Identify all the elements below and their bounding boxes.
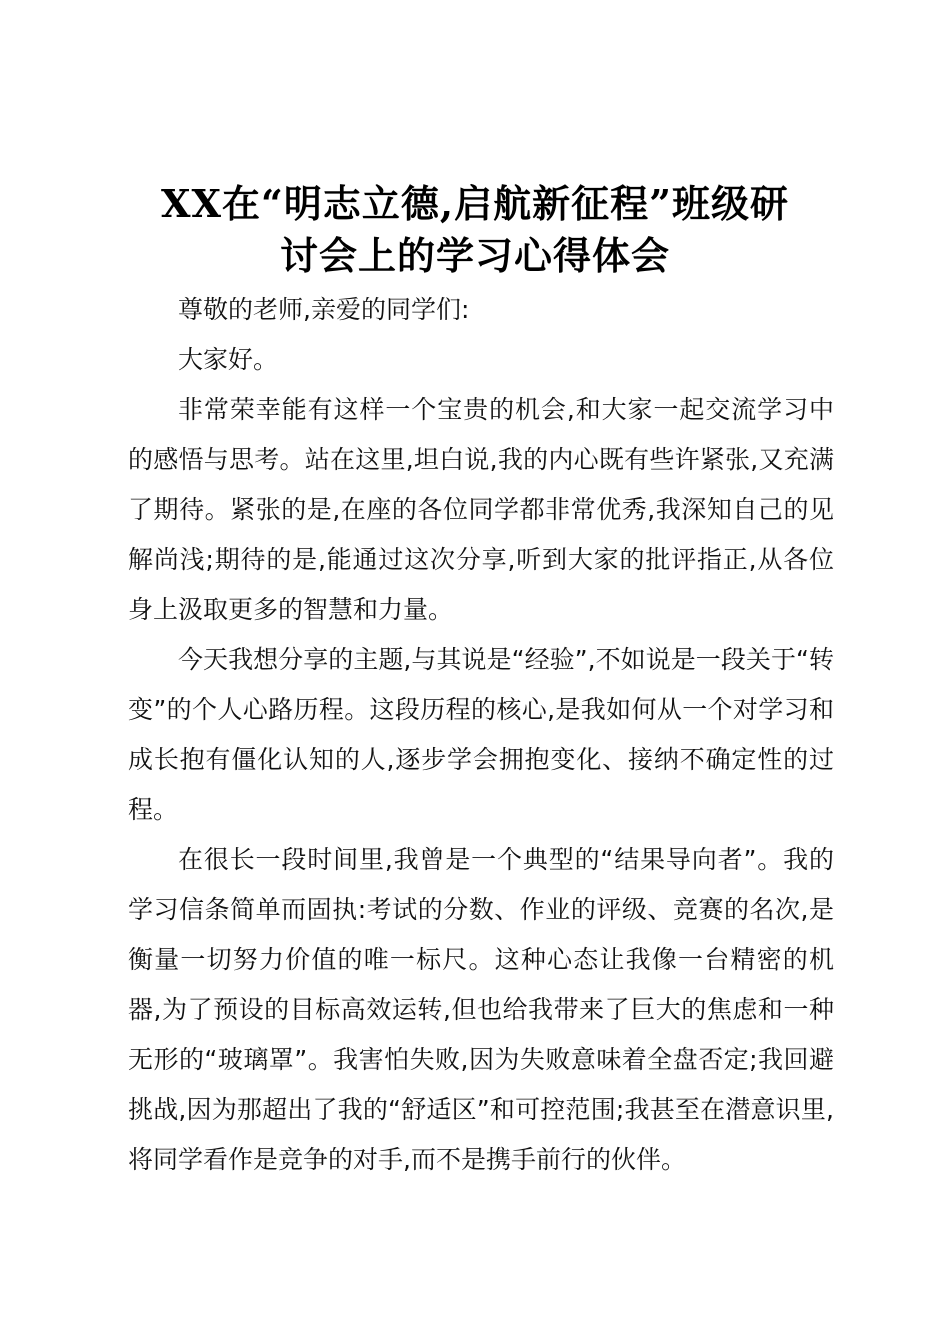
paragraph: 非常荣幸能有这样一个宝贵的机会,和大家一起交流学习中的感悟与思考。站在这里,坦白说,我的内心既有些许紧张,又充满了期待。紧张的是,在座的各位同学都非常优秀,我深知自己的见解尚浅;期待的是,能通过这次分享,听到大家的批评指正,从各位身上汲取更多的智慧和力量。 bbox=[128, 395, 834, 624]
document-body bbox=[128, 285, 834, 1185]
salutation: 尊敬的老师,亲爱的同学们: bbox=[178, 295, 470, 324]
document-title bbox=[100, 178, 850, 282]
greeting: 大家好。 bbox=[178, 345, 279, 374]
paragraph: 今天我想分享的主题,与其说是“经验”,不如说是一段关于“转变”的个人心路历程。这段历程的核心,是我如何从一个对学习和成长抱有僵化认知的人,逐步学会拥抱变化、接纳不确定性的过程。 bbox=[128, 645, 834, 824]
title-line-2: 讨会上的学习心得体会 bbox=[279, 233, 670, 278]
paragraph: 在很长一段时间里,我曾是一个典型的“结果导向者”。我的学习信条简单而固执:考试的分数、作业的评级、竞赛的名次,是衡量一切努力价值的唯一标尺。这种心态让我像一台精密的机器,为了预设的目标高效运转,但也给我带来了巨大的焦虑和一种无形的“玻璃罩”。我害怕失败,因为失败意味着全盘否定;我回避挑战,因为那超出了我的“舒适区”和可控范围;我甚至在潜意识里,将同学看作是竞争的对手,而不是携手前行的伙伴。 bbox=[128, 845, 834, 1174]
title-line-1: XX在“明志立德,启航新征程”班级研 bbox=[161, 181, 789, 226]
